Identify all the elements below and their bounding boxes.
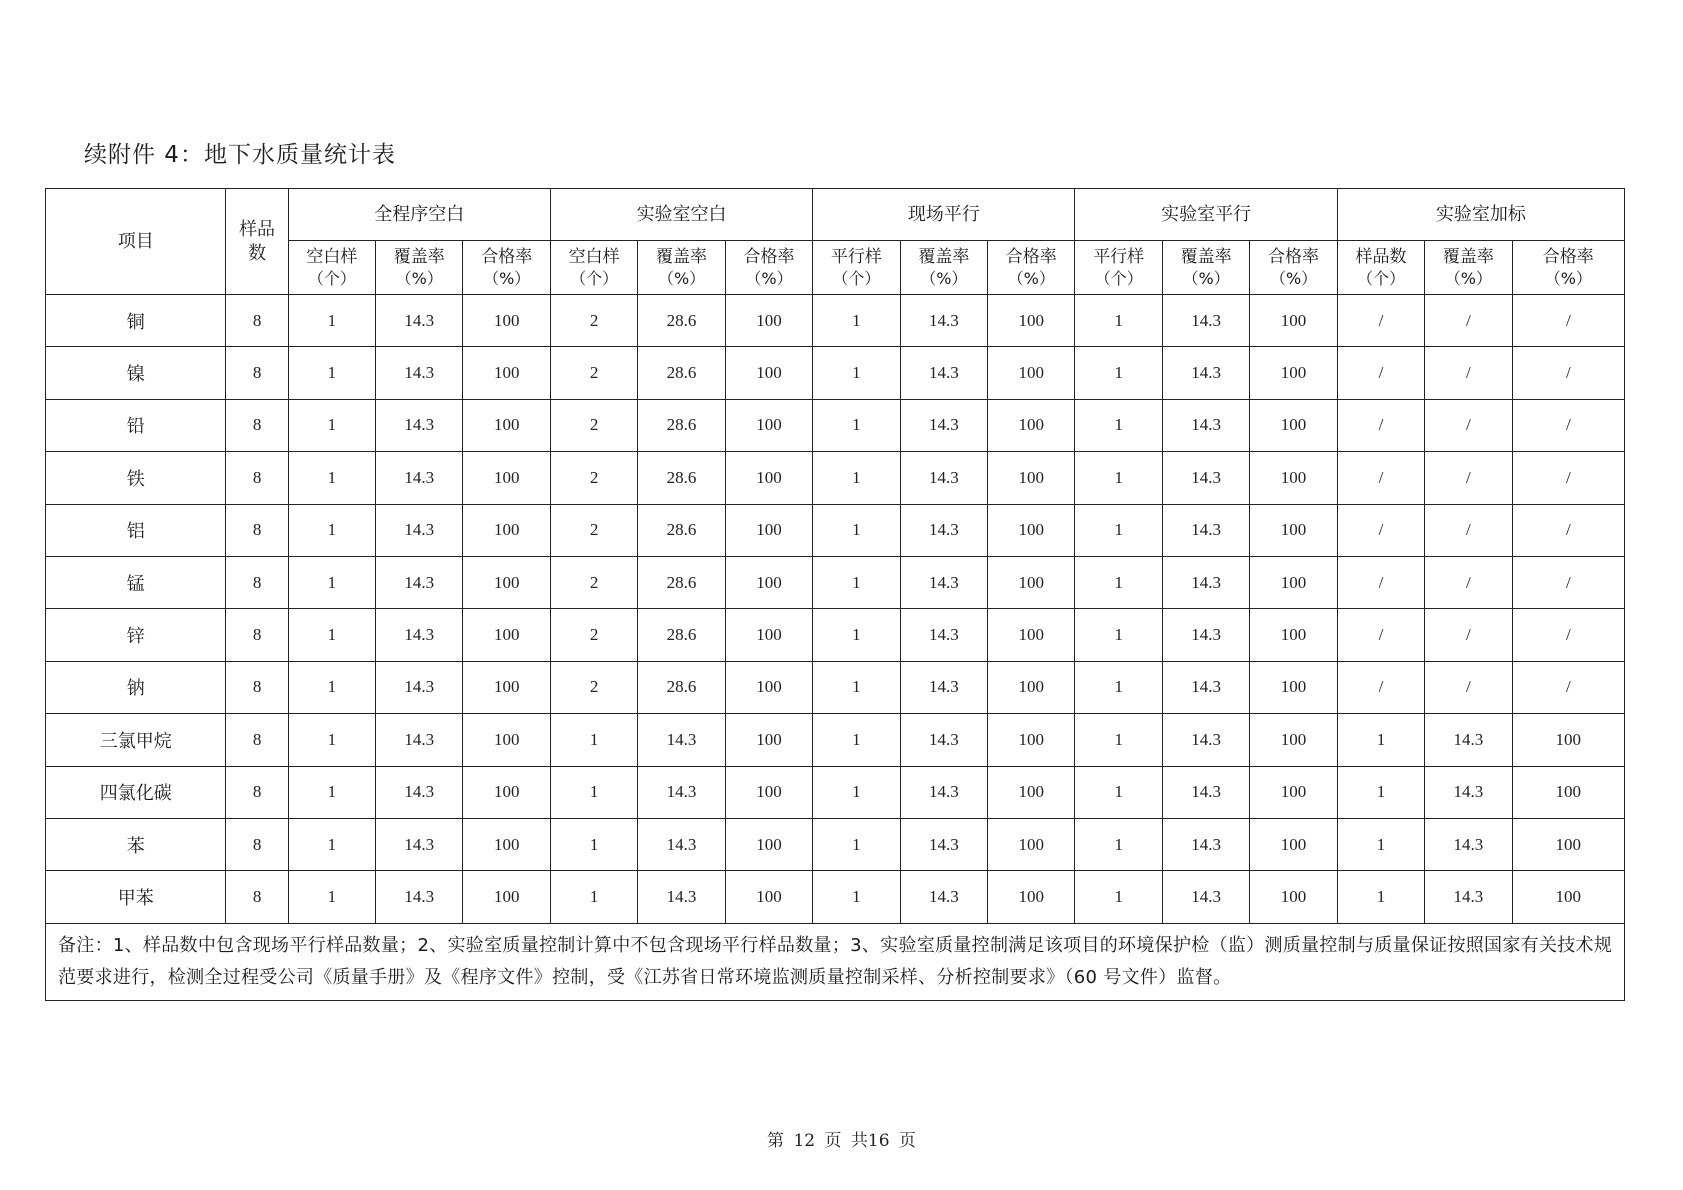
header-group-lab-parallel: 实验室平行 bbox=[1075, 189, 1337, 241]
table-cell: 14.3 bbox=[1425, 818, 1512, 870]
table-cell: 100 bbox=[1250, 347, 1337, 399]
row-item-name: 四氯化碳 bbox=[46, 766, 226, 818]
header-group-lab-blank: 实验室空白 bbox=[550, 189, 812, 241]
subheader-unit: （%） bbox=[1182, 268, 1230, 288]
table-cell: 100 bbox=[988, 609, 1075, 661]
table-cell: / bbox=[1425, 452, 1512, 504]
table-cell: 14.3 bbox=[376, 714, 463, 766]
header-row-groups bbox=[46, 189, 1625, 241]
table-cell: 8 bbox=[226, 295, 288, 347]
header-sample-count-line1: 样品 bbox=[239, 218, 276, 240]
table-row bbox=[46, 347, 1625, 399]
table-cell: 8 bbox=[226, 609, 288, 661]
header-group-field-parallel: 现场平行 bbox=[813, 189, 1075, 241]
subheader-unit: （%） bbox=[1269, 268, 1318, 288]
table-cell: 1 bbox=[550, 871, 637, 923]
subheader-unit: （%） bbox=[1007, 268, 1055, 288]
table-cell: / bbox=[1425, 556, 1512, 608]
table-row bbox=[46, 504, 1625, 556]
subheader-cell bbox=[376, 241, 463, 295]
table-cell: 1 bbox=[1075, 556, 1162, 608]
table-cell: 100 bbox=[1512, 818, 1624, 870]
table-cell: 14.3 bbox=[1162, 766, 1249, 818]
table-cell: 1 bbox=[813, 295, 900, 347]
table-cell: 100 bbox=[988, 452, 1075, 504]
table-cell: 8 bbox=[226, 714, 288, 766]
table-cell: 1 bbox=[1075, 452, 1162, 504]
table-cell: 8 bbox=[226, 399, 288, 451]
table-cell: 14.3 bbox=[1425, 714, 1512, 766]
table-cell: 100 bbox=[463, 504, 550, 556]
table-cell: 1 bbox=[1075, 766, 1162, 818]
table-cell: / bbox=[1512, 347, 1624, 399]
table-cell: 100 bbox=[988, 504, 1075, 556]
table-cell: / bbox=[1425, 399, 1512, 451]
subheader-label: 合格率 bbox=[1268, 246, 1320, 267]
table-row bbox=[46, 766, 1625, 818]
table-cell: 2 bbox=[550, 504, 637, 556]
table-cell: 100 bbox=[463, 556, 550, 608]
table-cell: 1 bbox=[550, 714, 637, 766]
table-cell: 1 bbox=[1337, 766, 1424, 818]
subheader-unit: （个） bbox=[570, 268, 619, 288]
table-cell: 14.3 bbox=[1162, 347, 1249, 399]
table-cell: 1 bbox=[1075, 818, 1162, 870]
table-cell: 100 bbox=[1512, 871, 1624, 923]
table-cell: 100 bbox=[725, 295, 812, 347]
table-row bbox=[46, 661, 1625, 713]
table-cell: 100 bbox=[463, 399, 550, 451]
table-cell: 1 bbox=[813, 818, 900, 870]
table-cell: 28.6 bbox=[638, 399, 725, 451]
table-cell: 100 bbox=[1250, 661, 1337, 713]
row-item-name: 锰 bbox=[46, 556, 226, 608]
table-cell: 14.3 bbox=[376, 399, 463, 451]
subheader-cell bbox=[1075, 241, 1162, 295]
table-cell: 100 bbox=[1250, 818, 1337, 870]
table-cell: 14.3 bbox=[1162, 661, 1249, 713]
table-cell: 2 bbox=[550, 609, 637, 661]
table-cell: 1 bbox=[288, 871, 375, 923]
row-item-name: 铝 bbox=[46, 504, 226, 556]
table-cell: / bbox=[1512, 452, 1624, 504]
table-cell: 14.3 bbox=[638, 871, 725, 923]
table-cell: / bbox=[1337, 295, 1424, 347]
table-cell: 14.3 bbox=[900, 399, 987, 451]
subheader-label: 样品数 bbox=[1355, 246, 1407, 267]
table-cell: 14.3 bbox=[900, 452, 987, 504]
subheader-cell bbox=[550, 241, 637, 295]
table-cell: 100 bbox=[463, 295, 550, 347]
table-cell: 1 bbox=[813, 347, 900, 399]
row-item-name: 苯 bbox=[46, 818, 226, 870]
table-cell: 100 bbox=[463, 766, 550, 818]
row-item-name: 甲苯 bbox=[46, 871, 226, 923]
table-cell: 1 bbox=[1337, 818, 1424, 870]
table-cell: / bbox=[1425, 295, 1512, 347]
table-cell: 1 bbox=[288, 347, 375, 399]
table-cell: 28.6 bbox=[638, 452, 725, 504]
table-cell: 28.6 bbox=[638, 295, 725, 347]
table-cell: 14.3 bbox=[900, 504, 987, 556]
table-cell: 100 bbox=[1250, 871, 1337, 923]
table-cell: 14.3 bbox=[638, 714, 725, 766]
table-cell: 100 bbox=[1512, 714, 1624, 766]
table-cell: 100 bbox=[463, 609, 550, 661]
table-cell: / bbox=[1337, 399, 1424, 451]
subheader-unit: （%） bbox=[483, 268, 531, 288]
page-footer: 第 12 页 共16 页 bbox=[767, 1131, 916, 1151]
table-cell: 1 bbox=[813, 504, 900, 556]
table-cell: 28.6 bbox=[638, 504, 725, 556]
table-cell: 100 bbox=[725, 347, 812, 399]
table-cell: 100 bbox=[725, 452, 812, 504]
table-cell: 14.3 bbox=[1162, 871, 1249, 923]
table-cell: 100 bbox=[463, 818, 550, 870]
table-cell: 2 bbox=[550, 295, 637, 347]
subheader-cell bbox=[288, 241, 375, 295]
subheader-unit: （个） bbox=[832, 268, 881, 288]
table-cell: 14.3 bbox=[1425, 871, 1512, 923]
table-cell: 1 bbox=[1075, 714, 1162, 766]
table-cell: / bbox=[1337, 452, 1424, 504]
subheader-cell bbox=[1250, 241, 1337, 295]
table-cell: 14.3 bbox=[376, 766, 463, 818]
table-cell: 100 bbox=[988, 714, 1075, 766]
subheader-label: 覆盖率 bbox=[393, 246, 445, 267]
table-cell: 100 bbox=[1250, 714, 1337, 766]
header-sample-count bbox=[226, 189, 288, 295]
table-cell: 100 bbox=[1250, 295, 1337, 347]
subheader-label: 合格率 bbox=[1005, 246, 1057, 267]
subheader-cell bbox=[1337, 241, 1424, 295]
table-cell: 14.3 bbox=[1162, 714, 1249, 766]
table-cell: 1 bbox=[1075, 609, 1162, 661]
table-cell: / bbox=[1512, 661, 1624, 713]
table-cell: / bbox=[1512, 504, 1624, 556]
table-cell: / bbox=[1337, 347, 1424, 399]
subheader-cell bbox=[725, 241, 812, 295]
header-group-full-blank: 全程序空白 bbox=[288, 189, 550, 241]
table-cell: 14.3 bbox=[900, 818, 987, 870]
header-group-lab-spike: 实验室加标 bbox=[1337, 189, 1624, 241]
table-cell: 100 bbox=[1250, 609, 1337, 661]
table-cell: 1 bbox=[813, 556, 900, 608]
subheader-unit: （%） bbox=[920, 268, 968, 288]
table-cell: 100 bbox=[725, 609, 812, 661]
table-cell: 100 bbox=[988, 347, 1075, 399]
table-cell: 1 bbox=[550, 766, 637, 818]
table-cell: 100 bbox=[725, 556, 812, 608]
table-cell: 100 bbox=[988, 818, 1075, 870]
table-cell: 1 bbox=[813, 714, 900, 766]
table-cell: 14.3 bbox=[638, 818, 725, 870]
document-title: 续附件 4：地下水质量统计表 bbox=[84, 142, 396, 168]
subheader-cell bbox=[1512, 241, 1624, 295]
table-cell: 100 bbox=[1250, 766, 1337, 818]
table-cell: 14.3 bbox=[1162, 399, 1249, 451]
table-cell: 1 bbox=[1337, 714, 1424, 766]
table-cell: / bbox=[1512, 399, 1624, 451]
table-cell: 100 bbox=[988, 766, 1075, 818]
subheader-unit: （%） bbox=[745, 268, 793, 288]
table-cell: 100 bbox=[463, 347, 550, 399]
subheader-cell bbox=[1162, 241, 1249, 295]
table-body bbox=[46, 295, 1625, 924]
table-cell: 2 bbox=[550, 399, 637, 451]
header-sample-count-line2: 数 bbox=[248, 242, 267, 264]
table-cell: 1 bbox=[1075, 871, 1162, 923]
table-cell: / bbox=[1337, 661, 1424, 713]
table-cell: 100 bbox=[725, 871, 812, 923]
table-cell: 100 bbox=[725, 504, 812, 556]
table-cell: 28.6 bbox=[638, 556, 725, 608]
table-cell: 1 bbox=[288, 399, 375, 451]
table-cell: 28.6 bbox=[638, 661, 725, 713]
table-cell: / bbox=[1425, 661, 1512, 713]
row-item-name: 锌 bbox=[46, 609, 226, 661]
table-cell: 14.3 bbox=[376, 556, 463, 608]
table-cell: 14.3 bbox=[900, 766, 987, 818]
table-cell: 1 bbox=[1075, 399, 1162, 451]
table-cell: 14.3 bbox=[900, 556, 987, 608]
table-cell: 100 bbox=[463, 452, 550, 504]
table-cell: 100 bbox=[725, 661, 812, 713]
table-cell: 1 bbox=[813, 399, 900, 451]
groundwater-quality-table bbox=[45, 188, 1625, 1001]
row-item-name: 钠 bbox=[46, 661, 226, 713]
table-row bbox=[46, 818, 1625, 870]
table-cell: 1 bbox=[288, 556, 375, 608]
table-cell: 100 bbox=[1250, 504, 1337, 556]
table-cell: 14.3 bbox=[900, 661, 987, 713]
table-cell: 1 bbox=[1075, 504, 1162, 556]
table-cell: 8 bbox=[226, 661, 288, 713]
table-cell: 28.6 bbox=[638, 609, 725, 661]
subheader-unit: （%） bbox=[395, 268, 443, 288]
row-item-name: 铅 bbox=[46, 399, 226, 451]
subheader-label: 平行样 bbox=[1093, 246, 1145, 267]
subheader-cell bbox=[638, 241, 725, 295]
table-cell: 100 bbox=[988, 295, 1075, 347]
table-cell: 14.3 bbox=[376, 871, 463, 923]
subheader-unit: （%） bbox=[657, 268, 706, 288]
row-item-name: 镍 bbox=[46, 347, 226, 399]
table-cell: 1 bbox=[288, 818, 375, 870]
table-cell: 100 bbox=[463, 871, 550, 923]
table-cell: 8 bbox=[226, 452, 288, 504]
remarks-note: 备注：1、样品数中包含现场平行样品数量；2、实验室质量控制计算中不包含现场平行样品数量；3、实验室质量控制满足该项目的环境保护检（监）测质量控制与质量保证按照国家有关技术规范要求进行，检测全过程受公司《质量手册》及《程序文件》控制，受《江苏省日常环境监测质量控制采样、分析控制要求》（60 号文件）监督。 bbox=[46, 923, 1625, 1000]
table-cell: 1 bbox=[288, 714, 375, 766]
table-cell: 14.3 bbox=[1162, 504, 1249, 556]
subheader-cell bbox=[988, 241, 1075, 295]
table-cell: / bbox=[1425, 609, 1512, 661]
table-cell: 100 bbox=[725, 399, 812, 451]
subheader-unit: （个） bbox=[307, 268, 356, 288]
row-item-name: 铁 bbox=[46, 452, 226, 504]
table-cell: 14.3 bbox=[376, 609, 463, 661]
subheader-cell bbox=[900, 241, 987, 295]
table-cell: 100 bbox=[463, 661, 550, 713]
table-row bbox=[46, 714, 1625, 766]
subheader-label: 空白样 bbox=[306, 246, 358, 267]
table-cell: 8 bbox=[226, 347, 288, 399]
table-cell: 100 bbox=[988, 871, 1075, 923]
subheader-label: 合格率 bbox=[481, 246, 533, 267]
table-cell: 100 bbox=[988, 399, 1075, 451]
table-cell: 100 bbox=[1250, 399, 1337, 451]
table-cell: 100 bbox=[1250, 452, 1337, 504]
table-cell: / bbox=[1512, 556, 1624, 608]
table-cell: 100 bbox=[463, 714, 550, 766]
table-cell: 14.3 bbox=[376, 452, 463, 504]
table-cell: / bbox=[1512, 609, 1624, 661]
row-item-name: 铜 bbox=[46, 295, 226, 347]
table-cell: 14.3 bbox=[638, 766, 725, 818]
table-cell: 100 bbox=[725, 714, 812, 766]
subheader-cell bbox=[463, 241, 550, 295]
subheader-label: 合格率 bbox=[743, 246, 795, 267]
table-cell: 14.3 bbox=[1162, 452, 1249, 504]
table-cell: 8 bbox=[226, 504, 288, 556]
table-cell: 8 bbox=[226, 766, 288, 818]
table-cell: 14.3 bbox=[1425, 766, 1512, 818]
table-cell: 14.3 bbox=[900, 871, 987, 923]
subheader-label: 覆盖率 bbox=[918, 246, 970, 267]
table-cell: / bbox=[1425, 504, 1512, 556]
table-cell: 100 bbox=[725, 818, 812, 870]
table-cell: 2 bbox=[550, 661, 637, 713]
table-cell: 14.3 bbox=[900, 714, 987, 766]
table-cell: 14.3 bbox=[900, 609, 987, 661]
table-cell: 2 bbox=[550, 347, 637, 399]
table-cell: / bbox=[1337, 504, 1424, 556]
table-cell: 1 bbox=[288, 452, 375, 504]
table-row bbox=[46, 609, 1625, 661]
table-cell: 8 bbox=[226, 818, 288, 870]
subheader-label: 覆盖率 bbox=[656, 246, 708, 267]
table-cell: 100 bbox=[988, 556, 1075, 608]
subheader-unit: （个） bbox=[1094, 268, 1143, 288]
table-cell: 1 bbox=[813, 609, 900, 661]
table-cell: 14.3 bbox=[900, 295, 987, 347]
header-item: 项目 bbox=[46, 189, 226, 295]
table-cell: 1 bbox=[1075, 295, 1162, 347]
table-cell: / bbox=[1425, 347, 1512, 399]
table-cell: 14.3 bbox=[1162, 556, 1249, 608]
table-cell: / bbox=[1512, 295, 1624, 347]
subheader-label: 合格率 bbox=[1542, 246, 1594, 267]
table-cell: 100 bbox=[725, 766, 812, 818]
table-cell: 8 bbox=[226, 871, 288, 923]
table-cell: 1 bbox=[288, 609, 375, 661]
table-cell: 28.6 bbox=[638, 347, 725, 399]
table-cell: 1 bbox=[1075, 661, 1162, 713]
subheader-unit: （%） bbox=[1544, 268, 1592, 288]
table-cell: 1 bbox=[288, 661, 375, 713]
table-row bbox=[46, 556, 1625, 608]
table-cell: 1 bbox=[288, 766, 375, 818]
table-cell: 14.3 bbox=[1162, 818, 1249, 870]
table-cell: 1 bbox=[813, 766, 900, 818]
table-cell: 14.3 bbox=[376, 661, 463, 713]
table-cell: 1 bbox=[813, 871, 900, 923]
subheader-unit: （个） bbox=[1356, 268, 1405, 288]
table-cell: 1 bbox=[550, 818, 637, 870]
table-cell: 14.3 bbox=[376, 295, 463, 347]
table-cell: 8 bbox=[226, 556, 288, 608]
table-cell: 100 bbox=[1250, 556, 1337, 608]
subheader-cell bbox=[1425, 241, 1512, 295]
table-cell: 14.3 bbox=[376, 818, 463, 870]
table-cell: / bbox=[1337, 609, 1424, 661]
row-item-name: 三氯甲烷 bbox=[46, 714, 226, 766]
table-cell: 14.3 bbox=[1162, 609, 1249, 661]
subheader-cell bbox=[813, 241, 900, 295]
table-cell: / bbox=[1337, 556, 1424, 608]
table-cell: 14.3 bbox=[376, 347, 463, 399]
table-cell: 1 bbox=[1337, 871, 1424, 923]
table-row bbox=[46, 295, 1625, 347]
table-cell: 1 bbox=[813, 661, 900, 713]
subheader-label: 覆盖率 bbox=[1442, 246, 1494, 267]
table-cell: 14.3 bbox=[900, 347, 987, 399]
subheader-label: 空白样 bbox=[568, 246, 620, 267]
table-row bbox=[46, 452, 1625, 504]
table-cell: 1 bbox=[813, 452, 900, 504]
table-cell: 1 bbox=[288, 295, 375, 347]
table-row bbox=[46, 871, 1625, 923]
table-cell: 2 bbox=[550, 556, 637, 608]
subheader-label: 覆盖率 bbox=[1180, 246, 1232, 267]
table-cell: 100 bbox=[1512, 766, 1624, 818]
table-cell: 14.3 bbox=[376, 504, 463, 556]
note-row bbox=[46, 923, 1625, 1000]
subheader-label: 平行样 bbox=[830, 246, 882, 267]
table-cell: 14.3 bbox=[1162, 295, 1249, 347]
table-cell: 1 bbox=[1075, 347, 1162, 399]
table-row bbox=[46, 399, 1625, 451]
table-cell: 2 bbox=[550, 452, 637, 504]
table-cell: 100 bbox=[988, 661, 1075, 713]
subheader-unit: （%） bbox=[1444, 268, 1492, 288]
table-cell: 1 bbox=[288, 504, 375, 556]
